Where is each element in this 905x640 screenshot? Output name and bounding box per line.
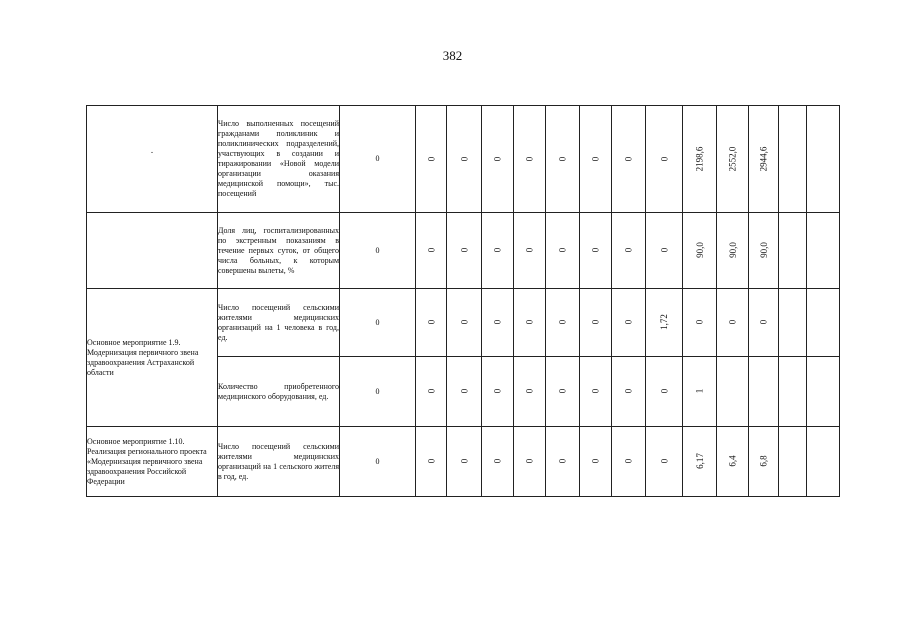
value-cell: [717, 357, 749, 427]
value-cell: 2198,6: [683, 106, 717, 213]
value-cell: 0: [612, 357, 646, 427]
value-cell: 2944,6: [749, 106, 779, 213]
value-cell: 0: [482, 289, 514, 357]
value-cell: 0: [646, 213, 683, 289]
table-row: [87, 106, 840, 213]
table-row: [87, 213, 840, 289]
value-cell: 90,0: [717, 213, 749, 289]
value-cell: 0: [546, 213, 580, 289]
value-cell: 0: [447, 289, 482, 357]
value-cell: 0: [546, 357, 580, 427]
value-cell: 2552,0: [717, 106, 749, 213]
value-cell: 0: [447, 106, 482, 213]
value-cell: [779, 213, 807, 289]
value-cell: 0: [580, 427, 612, 497]
value-cell: 6,17: [683, 427, 717, 497]
value-cell: 0: [646, 106, 683, 213]
value-cell: 0: [416, 289, 447, 357]
value-cell: 0: [514, 213, 546, 289]
value-cell: 0: [482, 213, 514, 289]
value-cell: 0: [416, 427, 447, 497]
event-cell: Основное мероприятие 1.10. Реализация регионального проекта «Модернизация первичного звена здравоохранения Российской Федерации: [87, 427, 218, 497]
value-cell: 0: [749, 289, 779, 357]
stray-mark: .: [150, 144, 154, 155]
value-cell: 0: [580, 357, 612, 427]
value-cell: 90,0: [749, 213, 779, 289]
indicators-table: [86, 105, 840, 497]
indicator-cell: Число посещений сельскими жителями медицинских организаций на 1 сельского жителя в год, ед.: [218, 427, 340, 497]
value-cell: [807, 427, 840, 497]
value-cell: 0: [340, 427, 416, 497]
value-cell: [779, 427, 807, 497]
value-cell: 0: [482, 106, 514, 213]
value-cell: 0: [340, 213, 416, 289]
value-cell: 0: [612, 427, 646, 497]
value-cell: 0: [447, 213, 482, 289]
indicator-cell: Число выполненных посещений гражданами поликлиник и поликлинических подразделений, участвующих в создании и тиражировании «Новой модели организации оказания медицинской помощи», тыс. посещений: [218, 106, 340, 213]
value-cell: 6,4: [717, 427, 749, 497]
value-cell: [779, 289, 807, 357]
value-cell: [807, 357, 840, 427]
value-cell: 0: [612, 213, 646, 289]
value-cell: 1,72: [646, 289, 683, 357]
value-cell: 0: [416, 106, 447, 213]
event-cell: [87, 106, 218, 213]
value-cell: 0: [514, 106, 546, 213]
value-cell: 0: [514, 289, 546, 357]
event-cell: [87, 213, 218, 289]
indicator-cell: Количество приобретенного медицинского оборудования, ед.: [218, 357, 340, 427]
value-cell: 0: [514, 427, 546, 497]
value-cell: 0: [580, 106, 612, 213]
value-cell: 0: [340, 357, 416, 427]
value-cell: 0: [340, 106, 416, 213]
value-cell: [807, 289, 840, 357]
value-cell: [779, 357, 807, 427]
value-cell: [807, 106, 840, 213]
value-cell: 0: [482, 357, 514, 427]
value-cell: 0: [646, 427, 683, 497]
value-cell: 90,0: [683, 213, 717, 289]
value-cell: 0: [612, 106, 646, 213]
value-cell: 0: [717, 289, 749, 357]
indicator-cell: Число посещений сельскими жителями медицинских организаций на 1 человека в год, ед.: [218, 289, 340, 357]
value-cell: 0: [340, 289, 416, 357]
page-number: 382: [442, 48, 463, 63]
indicator-cell: Доля лиц, госпитализированных по экстренным показаниям в течение первых суток, от общего числа больных, к которым совершены вылеты, %: [218, 213, 340, 289]
value-cell: 6,8: [749, 427, 779, 497]
value-cell: [779, 106, 807, 213]
table-row: [87, 427, 840, 497]
value-cell: 0: [546, 106, 580, 213]
value-cell: 0: [514, 357, 546, 427]
value-cell: 1: [683, 357, 717, 427]
value-cell: 0: [580, 289, 612, 357]
value-cell: 0: [546, 289, 580, 357]
value-cell: 0: [683, 289, 717, 357]
value-cell: 0: [447, 357, 482, 427]
value-cell: 0: [416, 357, 447, 427]
table-row: [87, 289, 840, 357]
event-cell: Основное мероприятие 1.9. Модернизация первичного звена здравоохранения Астраханской области: [87, 289, 218, 427]
value-cell: 0: [416, 213, 447, 289]
value-cell: 0: [580, 213, 612, 289]
value-cell: 0: [482, 427, 514, 497]
value-cell: 0: [447, 427, 482, 497]
value-cell: [807, 213, 840, 289]
value-cell: 0: [546, 427, 580, 497]
value-cell: [749, 357, 779, 427]
value-cell: 0: [612, 289, 646, 357]
value-cell: 0: [646, 357, 683, 427]
